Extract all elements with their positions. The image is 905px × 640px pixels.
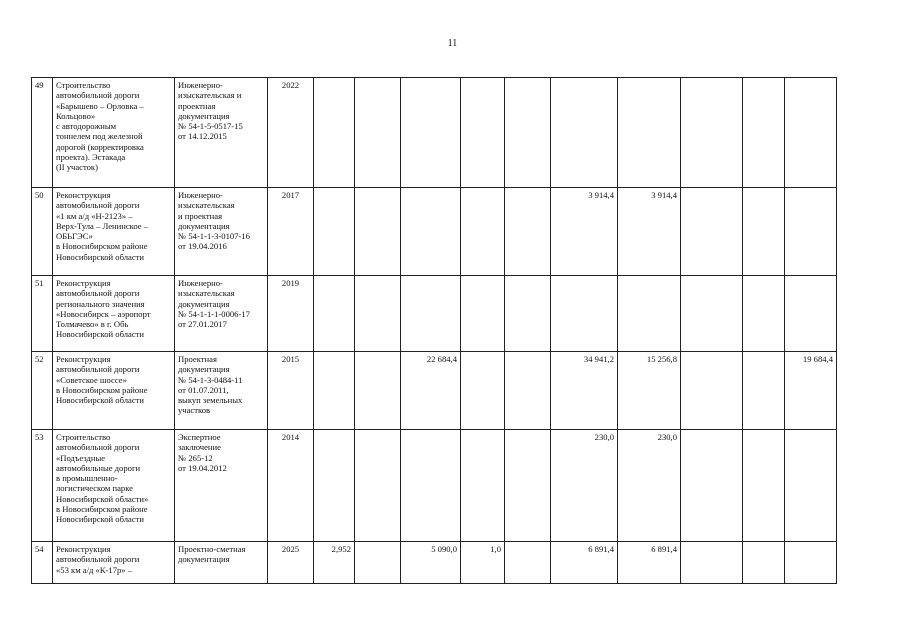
row-number-cell: 51 <box>32 276 53 352</box>
value-cell <box>785 542 837 584</box>
value-cell <box>785 276 837 352</box>
value-cell <box>461 276 505 352</box>
value-cell <box>401 276 461 352</box>
value-cell <box>461 78 505 188</box>
value-cell <box>785 430 837 542</box>
value-cell <box>681 188 743 276</box>
year-cell: 2025 <box>268 542 314 584</box>
year-cell: 2015 <box>268 352 314 430</box>
table-row <box>32 352 837 430</box>
value-cell: 5 090,0 <box>401 542 461 584</box>
value-cell <box>314 188 355 276</box>
value-cell <box>618 78 681 188</box>
value-cell <box>681 352 743 430</box>
value-cell <box>461 188 505 276</box>
value-cell <box>551 276 618 352</box>
value-cell <box>314 430 355 542</box>
row-number-cell: 52 <box>32 352 53 430</box>
row-number-cell: 49 <box>32 78 53 188</box>
table-row <box>32 188 837 276</box>
value-cell: 6 891,4 <box>551 542 618 584</box>
value-cell <box>401 78 461 188</box>
value-cell <box>743 188 785 276</box>
project-name-cell: Реконструкция автомобильной дороги регионального значения «Новосибирск – аэропорт Толмачево» в г. Обь Новосибирской области <box>53 276 175 352</box>
document-cell: Экспертное заключение № 265-12 от 19.04.2012 <box>175 430 268 542</box>
page-number: 11 <box>447 38 458 49</box>
value-cell <box>743 352 785 430</box>
value-cell <box>505 430 551 542</box>
value-cell: 3 914,4 <box>551 188 618 276</box>
year-cell: 2022 <box>268 78 314 188</box>
document-cell: Проектно-сметная документация <box>175 542 268 584</box>
value-cell <box>355 430 401 542</box>
value-cell <box>505 78 551 188</box>
value-cell <box>681 430 743 542</box>
value-cell: 34 941,2 <box>551 352 618 430</box>
value-cell: 19 684,4 <box>785 352 837 430</box>
project-name-cell: Реконструкция автомобильной дороги «53 км а/д «К-17р» – <box>53 542 175 584</box>
year-cell: 2019 <box>268 276 314 352</box>
value-cell <box>461 430 505 542</box>
value-cell <box>355 188 401 276</box>
table-row <box>32 430 837 542</box>
value-cell <box>505 542 551 584</box>
row-number-cell: 50 <box>32 188 53 276</box>
value-cell <box>743 276 785 352</box>
project-name-cell: Строительство автомобильной дороги «Барышево – Орловка – Кольцово» с автодорожным тоннелем под железной дорогой (корректировка проекта). Эстакада (II участок) <box>53 78 175 188</box>
value-cell <box>401 430 461 542</box>
value-cell <box>681 78 743 188</box>
value-cell <box>355 352 401 430</box>
value-cell <box>681 542 743 584</box>
value-cell <box>355 276 401 352</box>
value-cell <box>551 78 618 188</box>
value-cell <box>314 352 355 430</box>
value-cell <box>314 276 355 352</box>
value-cell <box>785 188 837 276</box>
value-cell: 2,952 <box>314 542 355 584</box>
value-cell <box>785 78 837 188</box>
value-cell <box>505 188 551 276</box>
value-cell: 230,0 <box>618 430 681 542</box>
project-name-cell: Реконструкция автомобильной дороги «Советское шоссе» в Новосибирском районе Новосибирской области <box>53 352 175 430</box>
value-cell <box>681 276 743 352</box>
document-cell: Проектная документация № 54-1-3-0484-11 от 01.07.2011, выкуп земельных участков <box>175 352 268 430</box>
value-cell <box>314 78 355 188</box>
value-cell <box>355 542 401 584</box>
value-cell <box>618 276 681 352</box>
row-number-cell: 54 <box>32 542 53 584</box>
value-cell <box>355 78 401 188</box>
document-cell: Инженерно- изыскательская документация № 54-1-1-1-0006-17 от 27.01.2017 <box>175 276 268 352</box>
document-cell: Инженерно- изыскательская и проектная документация № 54-1-1-3-0107-16 от 19.04.2016 <box>175 188 268 276</box>
table-row <box>32 78 837 188</box>
value-cell <box>743 542 785 584</box>
value-cell: 3 914,4 <box>618 188 681 276</box>
value-cell: 230,0 <box>551 430 618 542</box>
value-cell <box>505 352 551 430</box>
year-cell: 2014 <box>268 430 314 542</box>
document-cell: Инженерно- изыскательская и проектная документация № 54-1-5-0517-15 от 14.12.2015 <box>175 78 268 188</box>
value-cell: 1,0 <box>461 542 505 584</box>
project-name-cell: Реконструкция автомобильной дороги «1 км а/д «Н-2123» – Верх-Тула – Ленинское – ОБЬГЭС» в Новосибирском районе Новосибирской области <box>53 188 175 276</box>
table-row <box>32 276 837 352</box>
value-cell <box>505 276 551 352</box>
project-name-cell: Строительство автомобильной дороги «Подъездные автомобильные дороги в промышленно- логистическом парке Новосибирской области» в Новосибирском районе Новосибирской области <box>53 430 175 542</box>
value-cell: 6 891,4 <box>618 542 681 584</box>
year-cell: 2017 <box>268 188 314 276</box>
value-cell <box>743 78 785 188</box>
value-cell <box>461 352 505 430</box>
table-row <box>32 542 837 584</box>
value-cell <box>401 188 461 276</box>
value-cell: 15 256,8 <box>618 352 681 430</box>
value-cell <box>743 430 785 542</box>
value-cell: 22 684,4 <box>401 352 461 430</box>
row-number-cell: 53 <box>32 430 53 542</box>
road-projects-table <box>31 77 837 584</box>
